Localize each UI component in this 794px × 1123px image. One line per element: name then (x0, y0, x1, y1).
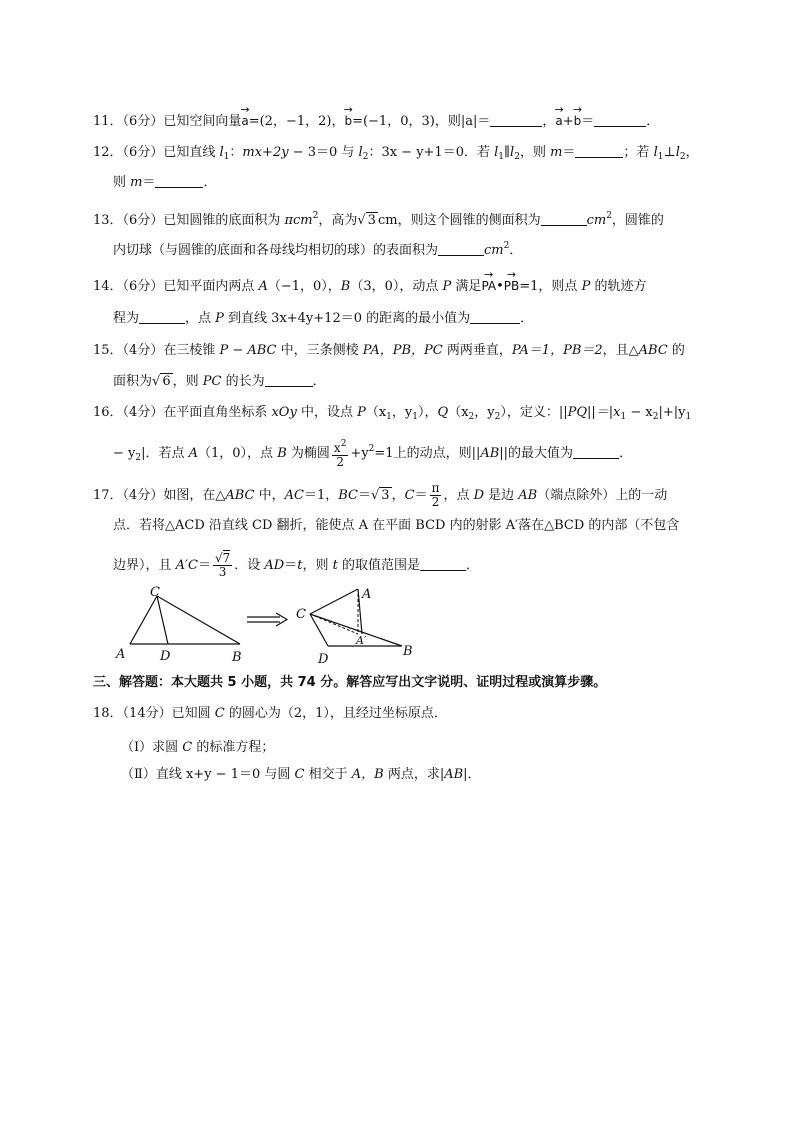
q15-text5: 的 (667, 343, 685, 358)
label-d: D (318, 652, 329, 666)
q17-text4: ＝ (357, 488, 371, 503)
answer-blank[interactable] (265, 373, 313, 387)
q16-text2: 中，设点 (296, 405, 358, 420)
q11-sep: ， (542, 114, 556, 129)
sqrt-3-val: 3 (381, 488, 390, 503)
point-a: A (258, 279, 268, 294)
q13-text1: 已知圆锥的底面积为 (163, 213, 285, 228)
perp2: l (675, 145, 680, 160)
q17-text8: 是边 (484, 488, 519, 503)
eq1: mx+2y (242, 145, 289, 160)
q17-line3a: 边界），且 (113, 558, 176, 573)
part2-c: C (294, 767, 305, 782)
q14-text2: 满足 (451, 279, 482, 294)
vector-b-sum: → b (574, 108, 582, 130)
q14-line2a: 程为 (113, 311, 140, 326)
q13-line2: 内切球（与圆锥的底面和各母线均相切的球）的表面积为 (113, 243, 439, 258)
q11-text: 已知空间向量 (163, 114, 242, 129)
unit2: cm (586, 213, 607, 228)
q17-text9: （端点除外）上的一动 (537, 488, 668, 503)
q11-score: （6分） (122, 114, 164, 129)
question-14-line2 (113, 310, 533, 328)
pc: PC (202, 374, 222, 389)
question-11 (93, 108, 659, 131)
q16-line2e: ||的最大值为 (499, 446, 574, 461)
sqrt-6-val: 6 (162, 374, 171, 389)
q12-text5: ，则 (519, 145, 551, 160)
q12-text1: 已知直线 (163, 145, 220, 160)
question-18-part1 (121, 739, 274, 757)
q17-figure (110, 586, 530, 666)
cond2: l (510, 145, 515, 160)
vector-a: → a (241, 108, 248, 130)
part1-c: C (182, 740, 193, 755)
q-mid: ，y (474, 405, 495, 420)
t: t (297, 558, 303, 573)
part2-text1: 直线 x+y − 1＝0 与圆 (155, 767, 295, 782)
part2-end: |． (463, 767, 481, 782)
area-sup: 2 (312, 211, 319, 221)
q17-score: （4分） (122, 488, 164, 503)
sqrt-3: √ 3 (357, 213, 376, 228)
q15-score: （4分） (122, 343, 164, 358)
q16-score: （4分） (122, 405, 164, 420)
q16-number: 16． (93, 405, 123, 420)
q14-number: 14． (93, 279, 123, 294)
q14-text3: =1，则点 (519, 279, 582, 294)
q12-line2a: 则 (113, 175, 131, 190)
answer-blank[interactable] (438, 242, 484, 256)
circle-c: C (214, 706, 225, 721)
m2: m (130, 175, 143, 190)
q17-text2: 中， (254, 488, 285, 503)
part2-abv: AB (444, 767, 464, 782)
q17-text3: ＝1， (303, 488, 339, 503)
q15-line2c: 的长为 (221, 374, 265, 389)
q14-line2b: ，点 (185, 311, 216, 326)
abs-a: |a| (460, 114, 478, 129)
q17-end: ． (465, 558, 479, 573)
q14-text1: 已知平面内两点 (163, 279, 259, 294)
q16-line2d: 上的动点，则|| (393, 446, 481, 461)
vector-a-sum: → a (555, 108, 562, 130)
question-17 (93, 482, 667, 509)
p-end: ）， (418, 405, 438, 420)
def: ||PQ||＝|x (558, 405, 621, 420)
q12-text4: ：3x − y+1＝0．若 (368, 145, 495, 160)
point-b: B (340, 279, 351, 294)
q15-line2b: ，则 (172, 374, 203, 389)
q12-text2: ： (229, 145, 243, 160)
cond1-sub: 1 (498, 152, 505, 162)
p-mid: ，y (391, 405, 413, 420)
edge-cd (157, 596, 168, 644)
vector-b-value: =(−1，0，3)，则 (352, 114, 461, 129)
point-p2: P (581, 279, 591, 294)
l1: l (219, 145, 224, 160)
q17-line3b: ＝ (197, 558, 211, 573)
perp2-sub: 2 (679, 152, 686, 162)
point-q: Q (437, 405, 449, 420)
part1-text1: 求圆 (152, 740, 183, 755)
q11-eq2: ＝ (581, 114, 595, 129)
vector-a-value: =(2，−1，2)， (248, 114, 345, 129)
dot: • (496, 279, 504, 294)
parallel: ∥ (504, 145, 511, 160)
answer-blank[interactable] (573, 445, 619, 459)
q14-end: ． (520, 311, 534, 326)
answer-blank[interactable] (139, 310, 185, 324)
q13-end: ． (509, 243, 523, 258)
q11-plus: + (562, 114, 574, 129)
q18-text1: 已知圆 (171, 706, 215, 721)
vector-pb: → PB (504, 273, 519, 295)
question-17-line2 (113, 517, 679, 535)
label-b: B (232, 650, 242, 665)
part2-text2: 相交于 (304, 767, 352, 782)
def-sub1: 1 (620, 412, 627, 422)
question-18-part2 (121, 766, 481, 784)
question-13-line2 (113, 237, 522, 260)
question-13 (93, 207, 664, 230)
unit3: cm (484, 243, 504, 258)
q12-text8: ， (685, 145, 699, 160)
q15-end: ． (312, 374, 326, 389)
q12-line2b: ＝ (142, 175, 156, 190)
q12-score: （6分） (122, 145, 164, 160)
answer-blank[interactable] (575, 144, 623, 158)
q17-line3f: 的取值范围是 (337, 558, 420, 573)
q17-line2: 点．若将△ACD 沿直线 CD 翻折，能使点 A 在平面 BCD 内的射影 A′落在△BCD 的内部（不包含 (113, 518, 680, 533)
q14-line2c: 到直线 3x+4y+12＝0 的距离的最小值为 (223, 311, 471, 326)
pi-den: 2 (431, 495, 440, 509)
part1-text2: 的标准方程； (192, 740, 275, 755)
area: πcm (284, 213, 313, 228)
q17-text7: ，点 (443, 488, 474, 503)
q16-line2a: − y (113, 446, 136, 461)
point-b: B (277, 446, 287, 461)
q12-end: ． (203, 175, 217, 190)
q13-text3: ，则这个圆锥的侧面积为 (397, 213, 541, 228)
q11-end: ． (646, 114, 660, 129)
point-p3: P (215, 311, 224, 326)
q16-line2c: 为椭圆 (286, 446, 330, 461)
frac-num: x (333, 441, 341, 455)
label-c: C (296, 607, 306, 622)
pi-over-2 (430, 482, 442, 509)
q17-line3c: ．设 (234, 558, 265, 573)
q12-number: 12． (93, 145, 123, 160)
point-d: D (473, 488, 485, 503)
q15-text2: 中，三条侧棱 (276, 343, 363, 358)
q12-text6: ＝ (562, 145, 576, 160)
q17-text6: ＝ (414, 488, 428, 503)
part2-text3: 两点，求| (383, 767, 445, 782)
def2: − x (626, 405, 653, 420)
l1-sub: 1 (223, 152, 230, 162)
edge-ca-prime (310, 614, 358, 634)
q11-eq1: ＝ (477, 114, 491, 129)
perp1: l (653, 145, 658, 160)
part1-label: （Ⅰ） (121, 740, 153, 755)
point-p: P (442, 279, 452, 294)
a-coord: （1，0），点 (198, 446, 278, 461)
frac-den: 3 (218, 565, 227, 579)
a-prime-c: A′C (175, 558, 198, 573)
p-sub2: 1 (412, 412, 418, 422)
question-16-line2 (113, 438, 632, 469)
q18-text2: 的圆心为（2，1），且经过坐标原点． (224, 706, 447, 721)
q15-text4: ，且△ (602, 343, 639, 358)
b-coord: （3，0），动点 (350, 279, 443, 294)
ad: AD (264, 558, 285, 573)
perp: ⊥ (663, 145, 676, 160)
l2: l (358, 145, 363, 160)
sqrt-3-val: 3 (367, 213, 376, 228)
question-15-line2 (113, 373, 326, 391)
abc: ABC (638, 343, 668, 358)
point-p: P (357, 405, 366, 420)
abc: ABC (225, 488, 255, 503)
q14-text4: 的轨迹方 (590, 279, 647, 294)
answer-blank[interactable] (490, 113, 542, 127)
q12-text3: − 3＝0 与 (288, 145, 359, 160)
q16-line2-sub: 2 (135, 453, 142, 463)
sqrt7-over-3: $\frac{√7}{3}$ (214, 551, 231, 579)
eq1: =1 (374, 446, 394, 461)
ab: AB (480, 446, 500, 461)
sqrt-6: √ 6 (152, 374, 171, 389)
question-17-line3 (113, 552, 479, 579)
q15-text1: 在三棱锥 (163, 343, 220, 358)
ellipse-fraction (332, 438, 349, 469)
section-3-heading: 三、解答题：本大题共 5 小题，共 74 分。解答应写出文字说明、证明过程或演算步骤。 (93, 675, 607, 690)
pi: π (431, 481, 440, 495)
a-coord: （−1，0）， (267, 279, 341, 294)
unit: cm (377, 213, 398, 228)
q16-line2b: |．若点 (141, 446, 189, 461)
q15-line2a: 面积为 (113, 374, 153, 389)
triangle-abc (115, 586, 242, 665)
t2: t (332, 558, 338, 573)
def-sub2: 2 (652, 412, 659, 422)
point-a: A (188, 446, 199, 461)
question-14 (93, 273, 646, 296)
q17-text5: ， (391, 488, 405, 503)
q-sub1: 2 (468, 412, 475, 422)
q-sub2: 2 (494, 412, 501, 422)
answer-blank[interactable] (541, 212, 587, 226)
q16-text1: 在平面直角坐标系 (163, 405, 272, 420)
q15-number: 15． (93, 343, 123, 358)
q18-score: （14分） (122, 706, 172, 721)
y-sup: 2 (368, 444, 375, 454)
question-12 (93, 144, 699, 166)
question-18 (93, 705, 447, 723)
q18-number: 18． (93, 706, 123, 721)
q17-line3d: ＝ (284, 558, 298, 573)
arrow-icon (247, 613, 287, 626)
q13-score: （6分） (122, 213, 164, 228)
q-end: ），定义： (500, 405, 559, 420)
q12-text7: ；若 (623, 145, 654, 160)
q17-line3e: ，则 (302, 558, 333, 573)
edge-cb (157, 596, 240, 644)
def-sub3: 1 (685, 412, 692, 422)
q17-text1: 如图，在△ (163, 488, 226, 503)
pabc: P − ABC (219, 343, 277, 358)
ac: AC (284, 488, 304, 503)
q13-text4: ，圆锥的 (611, 213, 664, 228)
angle-c: C (404, 488, 415, 503)
perp1-sub: 1 (657, 152, 664, 162)
ab: AB (518, 488, 538, 503)
folded-figure (296, 587, 413, 666)
bc: BC (338, 488, 358, 503)
unit3-sup: 2 (503, 241, 510, 251)
sqrt-3: √ 3 (371, 488, 390, 503)
label-a: A (116, 647, 126, 662)
q16-end: ． (619, 446, 633, 461)
def3: |+|y (658, 405, 686, 420)
l2-sub: 2 (362, 152, 369, 162)
label-d: D (160, 649, 171, 664)
part2-label: （Ⅱ） (121, 767, 156, 782)
pa-pb: PA＝1，PB＝2 (511, 343, 603, 358)
q14-score: （6分） (122, 279, 164, 294)
edge-ca (130, 596, 157, 644)
edge-ca (310, 589, 358, 614)
plus-y: +y (350, 446, 369, 461)
frac-num-sup: 2 (340, 439, 347, 449)
q17-number: 17． (93, 488, 123, 503)
question-12-line2 (113, 174, 217, 192)
label-a-prime: A′ (356, 634, 367, 647)
p-sub1: 1 (386, 412, 392, 422)
cond2-sub: 2 (514, 152, 520, 162)
label-a: A (362, 587, 372, 602)
q15-text3: 两两垂直， (442, 343, 512, 358)
edges: PA，PB，PC (362, 343, 443, 358)
q-coord: （x (448, 405, 469, 420)
q13-number: 13． (93, 213, 123, 228)
label-c: C (150, 586, 160, 600)
unit2-sup: 2 (606, 211, 612, 221)
question-16 (93, 404, 691, 426)
label-b: B (403, 644, 413, 659)
m1: m (550, 145, 563, 160)
part2-ab: A，B (351, 767, 384, 782)
p-coord: （x (365, 405, 387, 420)
q13-text2: ，高为 (318, 213, 358, 228)
frac-den: 2 (336, 455, 344, 469)
answer-blank[interactable] (594, 113, 646, 127)
xoy: xOy (271, 405, 297, 420)
vector-b: → b (344, 108, 352, 130)
answer-blank[interactable] (420, 557, 466, 571)
question-15 (93, 342, 685, 360)
vector-pa: → PA (481, 273, 496, 295)
frac-num: 7 (222, 551, 231, 565)
answer-blank[interactable] (155, 174, 203, 188)
q11-number: 11． (93, 114, 123, 129)
answer-blank[interactable] (470, 310, 520, 324)
cond1: l (494, 145, 499, 160)
